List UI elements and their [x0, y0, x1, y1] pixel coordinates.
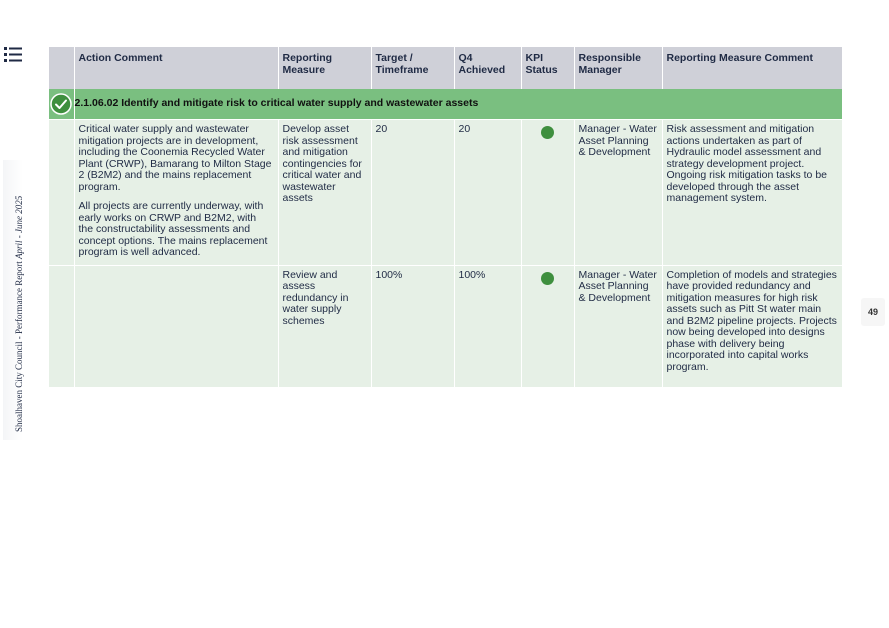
achieved-cell: 100% — [454, 265, 521, 387]
manager-cell: Manager - Water Asset Planning & Development — [574, 265, 662, 387]
table-row — [49, 265, 842, 387]
table-header-row — [49, 47, 842, 89]
status-dot-icon — [541, 272, 554, 285]
row-spacer — [49, 120, 74, 266]
section-icon-cell — [49, 89, 74, 120]
row-spacer — [49, 265, 74, 387]
manager-cell: Manager - Water Asset Planning & Development — [574, 120, 662, 266]
kpi-status-cell — [521, 265, 574, 387]
reporting-measure-cell: Review and assess redundancy in water supply schemes — [278, 265, 371, 387]
page-number: 49 — [861, 298, 885, 326]
action-comment-para: Critical water supply and wastewater mitigation projects are in development, including the Coonemia Recycled Water Plant (CRWP), Bamarang to Milton Stage 2 (B2M2) and the mains replacement program. — [78, 123, 272, 193]
kpi-table — [49, 47, 843, 388]
status-dot-icon — [541, 126, 554, 139]
target-cell: 100% — [371, 265, 454, 387]
header-kpi-status: KPI Status — [521, 47, 574, 89]
section-title — [74, 89, 842, 120]
side-label-report: Performance Report — [14, 261, 24, 334]
header-responsible-manager: Responsible Manager — [574, 47, 662, 89]
section-title-text: 2.1.06.02 Identify and mitigate risk to critical water supply and wastewater assets — [74, 97, 479, 110]
side-label-period: April - June 2025 — [14, 195, 24, 260]
side-label — [14, 196, 24, 432]
action-comment-cell — [74, 120, 278, 266]
kpi-status-cell — [521, 120, 574, 266]
header-target: Target / Timeframe — [371, 47, 454, 89]
action-comment-para: All projects are currently underway, with early works on CRWP and B2M2, with the constructability assessments and concept options. The mains replacement program is well advanced. — [78, 200, 268, 258]
list-icon[interactable] — [4, 46, 22, 63]
header-spacer — [49, 47, 74, 89]
measure-comment-cell: Completion of models and strategies have provided redundancy and mitigation measures for high risk assets such as Pitt St water main and B2M2 pipeline projects. Projects now being developed into designs phase with delivery being incorporated into capital works program. — [662, 265, 842, 387]
measure-comment-cell: Risk assessment and mitigation actions undertaken as part of Hydraulic model assessment and strategy development project. Ongoing risk mitigation tasks to be developed through the asset management system. — [662, 120, 842, 266]
header-q4-achieved: Q4 Achieved — [454, 47, 521, 89]
section-row — [49, 89, 842, 120]
action-comment-cell — [74, 265, 278, 387]
check-circle-icon — [50, 93, 72, 115]
table-row — [49, 120, 842, 266]
target-cell: 20 — [371, 120, 454, 266]
header-measure-comment: Reporting Measure Comment — [662, 47, 842, 89]
header-action-comment: Action Comment — [74, 47, 278, 89]
side-label-separator: - — [14, 336, 24, 340]
header-reporting-measure: Reporting Measure — [278, 47, 371, 89]
side-label-org: Shoalhaven City Council — [14, 341, 24, 432]
achieved-cell: 20 — [454, 120, 521, 266]
reporting-measure-cell: Develop asset risk assessment and mitigation contingencies for critical water and wastewater assets — [278, 120, 371, 266]
